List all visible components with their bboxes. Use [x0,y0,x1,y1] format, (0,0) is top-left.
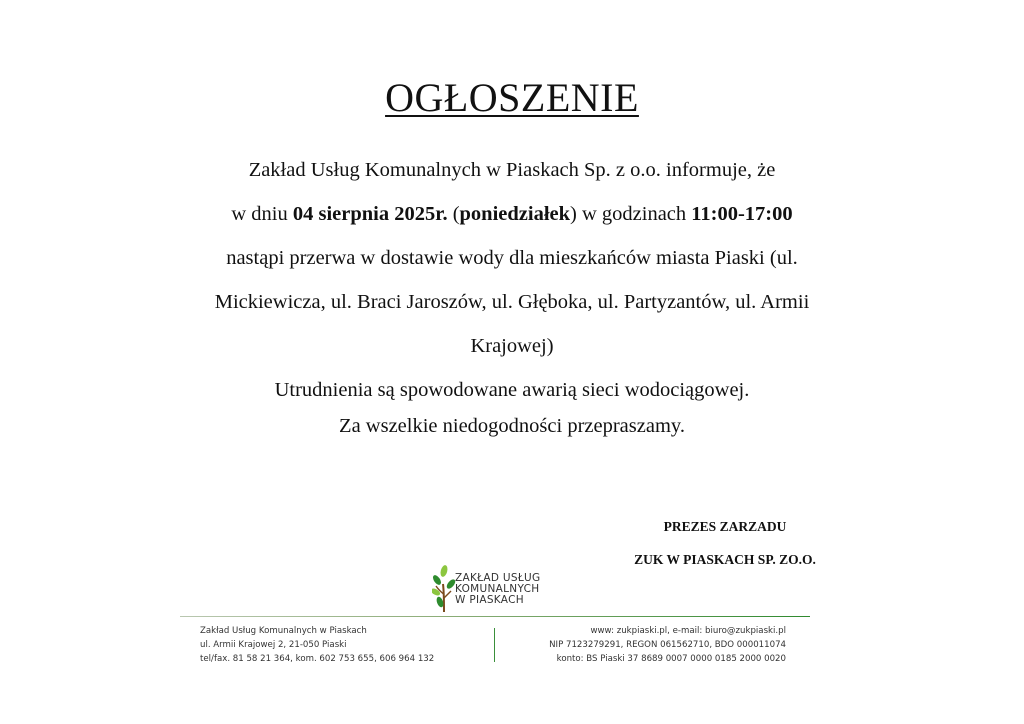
company-logo [432,562,592,618]
footer-company-name: Zakład Usług Komunalnych w Piaskach [200,626,367,636]
signature-block [590,510,860,576]
signature-company: ZUK W PIASKACH SP. ZO.O. [634,552,816,567]
footer-bank-account: konto: BS Piaski 37 8689 0007 0000 0185 2000 0020 [556,654,786,664]
footer-street: ul. Armii Krajowej 2, 21-050 Piaski [200,640,347,650]
outage-hours: 11:00-17:00 [691,203,793,225]
footer-registry: NIP 7123279291, REGON 061562710, BDO 000011074 [549,640,786,650]
footer-rule [180,616,810,617]
announcement-date-line [112,192,912,236]
hours-prefix: w godzinach [576,203,692,225]
footer-contact [549,624,786,666]
footer-phone: tel/fax. 81 58 21 364, kom. 602 753 655, 606 964 132 [200,654,435,664]
apology-note [0,372,1024,444]
logo-line-3: W PIASKACH [455,594,524,606]
announcement-line-4: Mickiewicza, ul. Braci Jaroszów, ul. Głęboka, ul. Partyzantów, ul. Armii [214,291,810,313]
logo-line-2: KOMUNALNYCH [455,583,540,595]
footer-address [200,624,434,666]
weekday-open: ( [447,203,460,225]
announcement-line-5: Krajowej) [470,335,554,357]
note-line-2: Za wszelkie niedogodności przepraszamy. [339,415,685,437]
outage-weekday: poniedziałek [459,203,571,225]
outage-date: 04 sierpnia 2025r. [292,203,448,225]
announcement-intro: Zakład Usług Komunalnych w Piaskach Sp. z o.o. informuje, że [248,159,776,181]
announcement-line-3: nastąpi przerwa w dostawie wody dla mieszkańców miasta Piaski (ul. [226,247,798,269]
page-title: OGŁOSZENIE [385,75,639,120]
announcement-body [112,148,912,368]
weekday-close: ) [570,203,577,225]
tree-leaves-icon [432,562,456,614]
logo-text [455,573,540,606]
logo-line-1: ZAKŁAD USŁUG [455,572,541,584]
date-prefix: w dniu [231,203,293,225]
note-line-1: Utrudnienia są spowodowane awarią sieci wodociągowej. [274,379,750,401]
footer-divider [494,628,495,662]
signature-title: PREZES ZARZADU [663,519,787,534]
footer-web-email: www: zukpiaski.pl, e-mail: biuro@zukpiaski.pl [590,626,786,636]
